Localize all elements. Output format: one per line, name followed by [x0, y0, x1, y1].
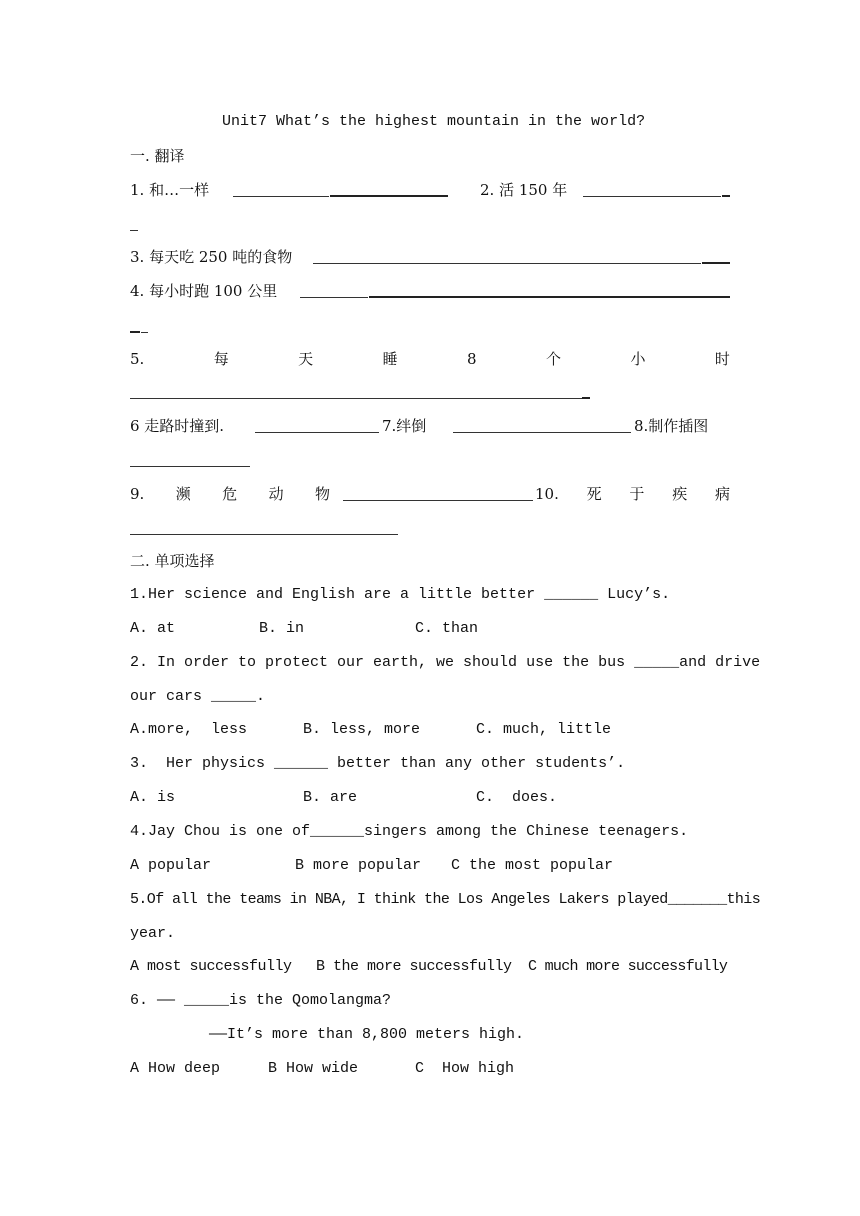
item-4: 4. 每小时跑 100 公里 [130, 282, 278, 300]
q4-option-a: A popular [130, 857, 212, 874]
item-10-char: 病 [714, 485, 730, 503]
answer-line-2b [722, 195, 730, 197]
q1-option-a: A. at [130, 620, 176, 637]
q6-option-b: B How wide [268, 1060, 359, 1077]
item-9-char: 物 [314, 485, 330, 503]
item-5-char: 天 [298, 350, 314, 368]
answer-line-5a [130, 398, 582, 399]
item-10 [535, 484, 730, 504]
item-10-char: 10. [535, 485, 559, 503]
item-9-char: 危 [222, 485, 238, 503]
item-5-char: 小 [630, 350, 646, 368]
q3-option-b: B. are [303, 789, 358, 806]
q6-option-a: A How deep [130, 1060, 221, 1077]
q2-option-c: C. much, little [476, 721, 612, 738]
q4-option-b: B more popular [295, 857, 422, 874]
item-5 [130, 349, 730, 369]
answer-line-7 [453, 432, 631, 433]
q3-option-c: C. does. [476, 789, 558, 806]
question-6: 6. —— _____is the Qomolangma? [130, 992, 392, 1009]
item-7: 7.绊倒 [382, 417, 427, 435]
item-6: 6 走路时撞到. [130, 417, 225, 435]
answer-line-8 [130, 466, 250, 467]
question-6-answer: ——It’s more than 8,800 meters high. [209, 1026, 525, 1043]
item-5-char: 睡 [382, 350, 398, 368]
item-3: 3. 每天吃 250 吨的食物 [130, 248, 293, 266]
question-2-cont: our cars _____. [130, 688, 266, 705]
q5-option-b: B the more successfully [316, 958, 512, 975]
item-8: 8.制作插图 [634, 417, 709, 435]
answer-line-3b [702, 262, 730, 264]
answer-line-2-wrap [130, 230, 138, 231]
answer-line-4b [369, 296, 730, 298]
item-9-char: 动 [268, 485, 284, 503]
answer-line-2a [583, 196, 721, 197]
answer-line-4-wrap-b [141, 332, 148, 333]
item-10-char: 于 [629, 485, 645, 503]
section-heading-translate: 一. 翻译 [130, 147, 185, 165]
question-5: 5.Of all the teams in NBA, I think the Los Angeles Lakers played_______this [130, 891, 761, 908]
question-2: 2. In order to protect our earth, we should use the bus _____and drive [130, 654, 761, 671]
q1-option-b: B. in [259, 620, 305, 637]
item-5-char: 个 [546, 350, 562, 368]
item-1: 1. 和…一样 [130, 181, 210, 199]
answer-line-5b [582, 397, 590, 399]
item-5-char: 时 [714, 350, 730, 368]
item-5-char: 5. [130, 350, 145, 368]
answer-line-4-wrap-a [130, 331, 140, 333]
item-2: 2. 活 150 年 [480, 181, 568, 199]
answer-line-9 [343, 500, 533, 501]
q5-option-c: C much more successfully [528, 958, 728, 975]
item-5-char: 8 [467, 350, 477, 368]
item-9-char: 濒 [175, 485, 191, 503]
question-3: 3. Her physics ______ better than any other students’. [130, 755, 626, 772]
item-10-char: 死 [586, 485, 602, 503]
question-4: 4.Jay Chou is one of______singers among the Chinese teenagers. [130, 823, 689, 840]
answer-line-1b [330, 195, 448, 197]
question-1: 1.Her science and English are a little better ______ Lucy’s. [130, 586, 671, 603]
answer-line-6 [255, 432, 379, 433]
item-9-char: 9. [130, 485, 145, 503]
answer-line-3a [313, 263, 701, 264]
q4-option-c: C the most popular [451, 857, 614, 874]
q2-option-a: A.more, less [130, 721, 248, 738]
page-title: Unit7 What’s the highest mountain in the world? [222, 113, 646, 130]
section-heading-choice: 二. 单项选择 [130, 552, 215, 570]
q3-option-a: A. is [130, 789, 176, 806]
item-10-char: 疾 [672, 485, 688, 503]
item-5-char: 每 [213, 350, 229, 368]
question-5-cont: year. [130, 925, 176, 942]
q5-option-a: A most successfully [130, 958, 292, 975]
answer-line-1a [233, 196, 329, 197]
q2-option-b: B. less, more [303, 721, 421, 738]
q1-option-c: C. than [415, 620, 479, 637]
q6-option-c: C How high [415, 1060, 515, 1077]
answer-line-4a [300, 297, 368, 298]
item-9 [130, 484, 330, 504]
answer-line-10 [130, 534, 398, 535]
